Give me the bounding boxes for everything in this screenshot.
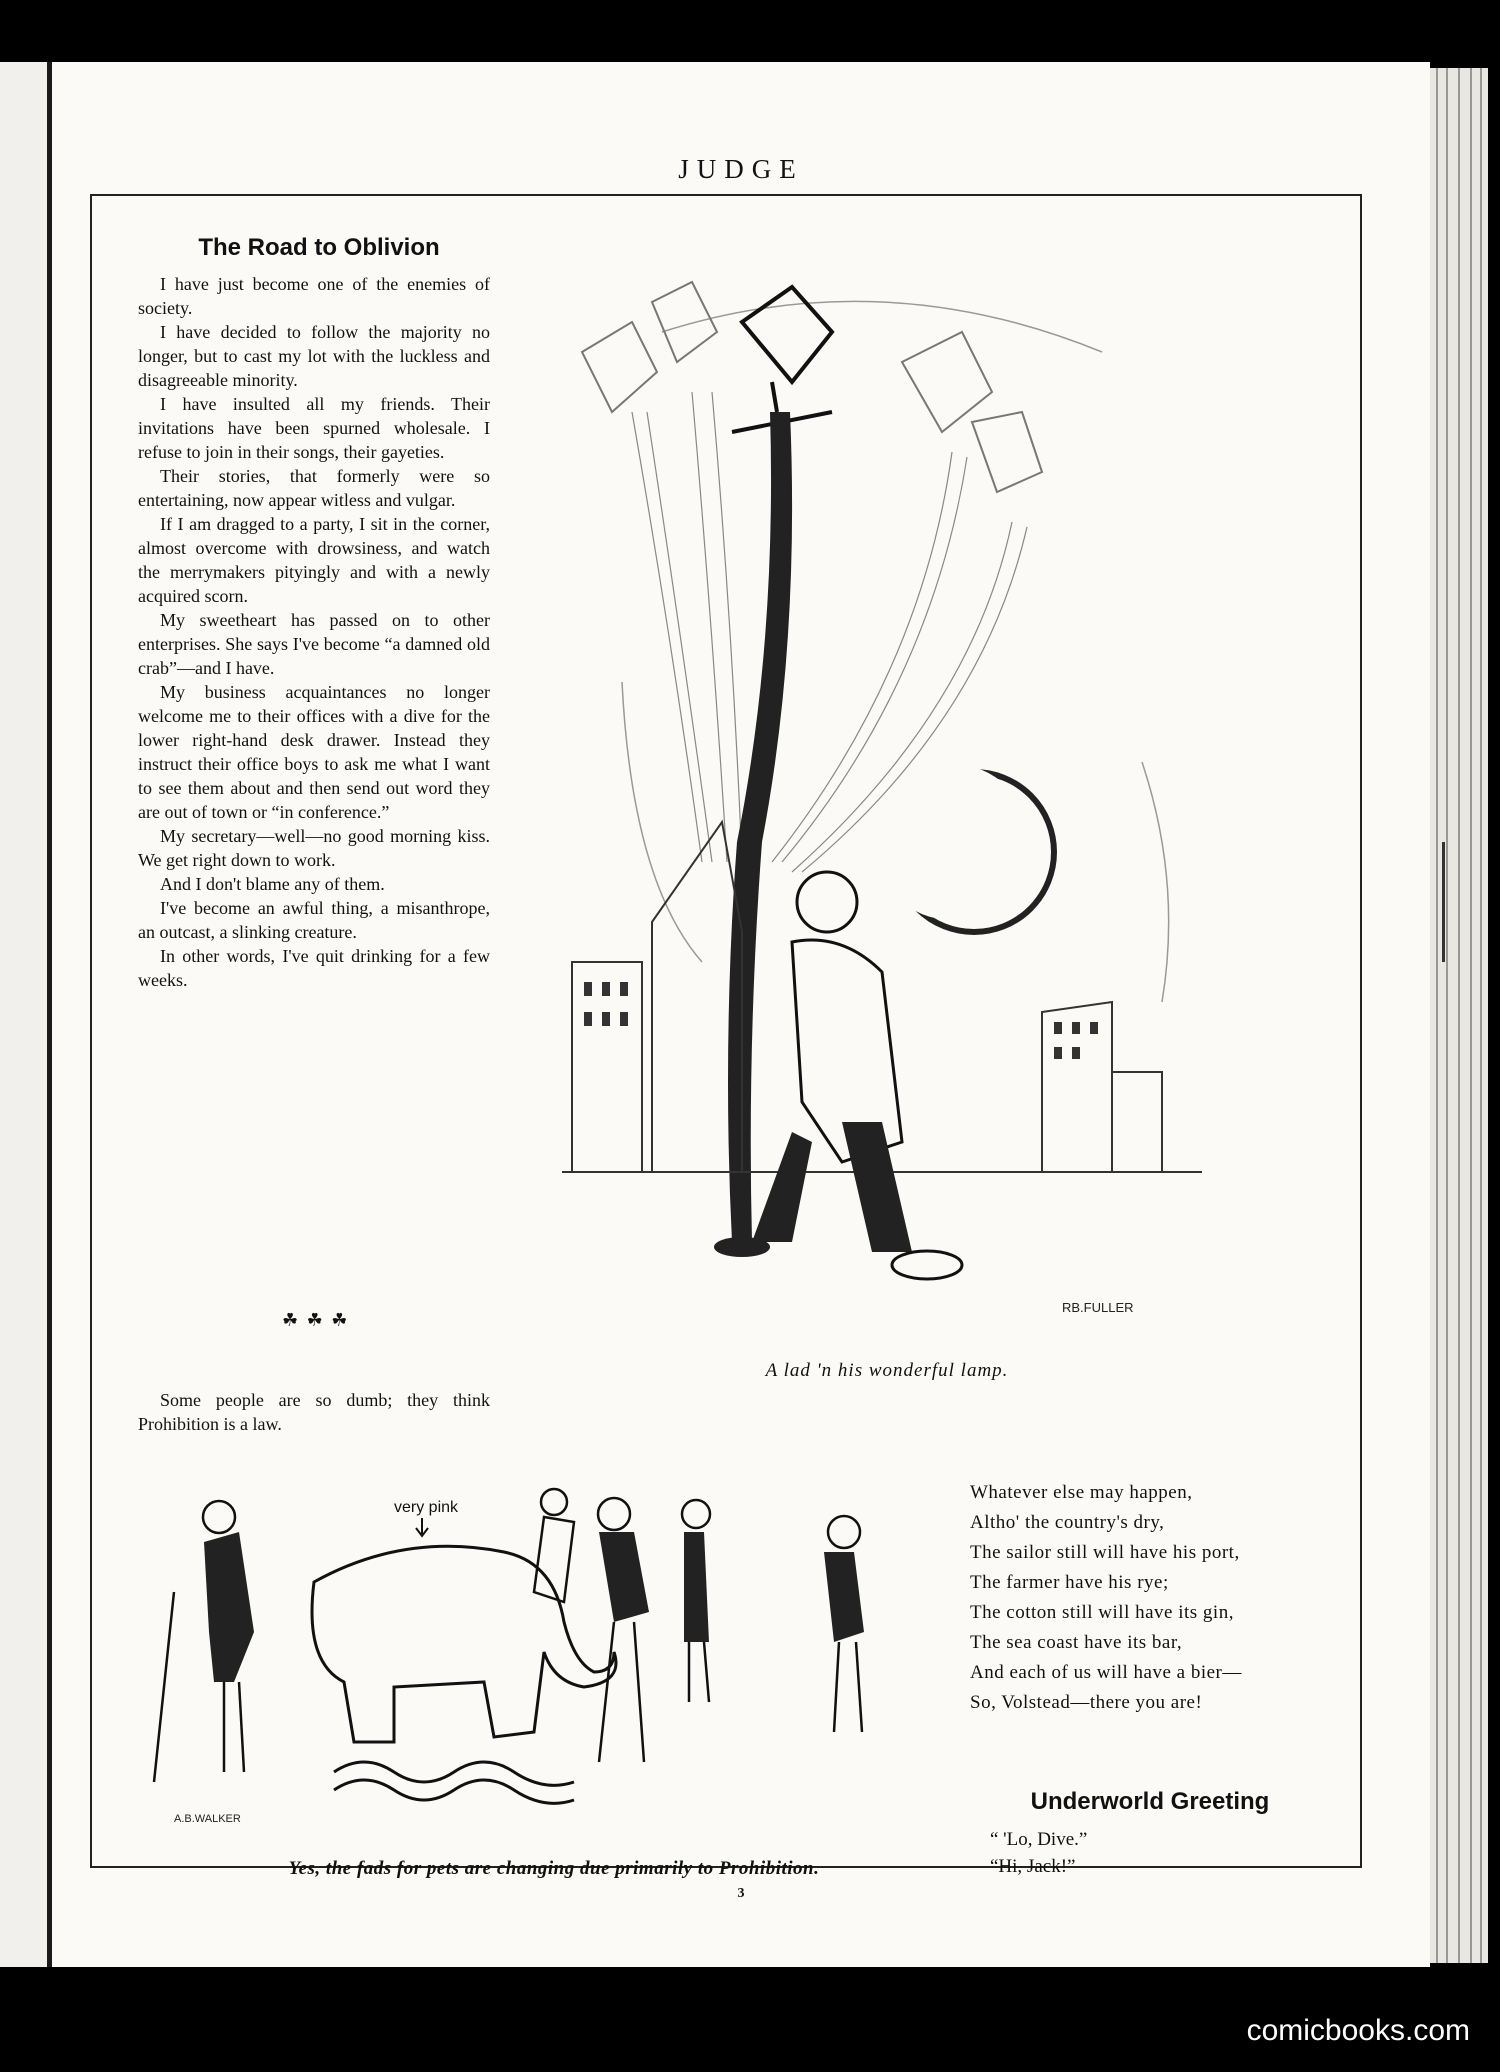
article-paragraph: In other words, I've quit drinking for a few weeks. [138, 946, 490, 990]
magazine-page [52, 62, 1430, 1967]
pets-cartoon-caption: Yes, the fads for pets are changing due primarily to Prohibition. [288, 1858, 820, 1879]
poem-line: Altho' the country's dry, [970, 1512, 1165, 1533]
left-page-edge [0, 62, 52, 1967]
poem-line: The sailor still will have his port, [970, 1542, 1240, 1563]
article-paragraph: Their stories, that formerly were so entertaining, now appear witless and vulgar. [138, 466, 490, 510]
greeting-line: “ 'Lo, Dive.” [990, 1829, 1088, 1850]
poem-line: The cotton still will have its gin, [970, 1602, 1234, 1623]
volstead-poem [970, 1478, 1330, 1718]
cartoon-signature: RB.FULLER [1062, 1300, 1134, 1315]
prohibition-joke: Some people are so dumb; they think Prohibition is a law. [138, 1390, 490, 1434]
lamp-cartoon-caption: A lad 'n his wonderful lamp. [765, 1360, 1009, 1381]
article-road-to-oblivion [138, 234, 490, 992]
poem-line: The sea coast have its bar, [970, 1632, 1183, 1653]
article-paragraph: I have decided to follow the majority no longer, but to cast my lot with the luckless and disagreeable minority. [138, 322, 490, 390]
site-watermark: comicbooks.com [1246, 2014, 1470, 2047]
article-paragraph: My secretary—well—no good morning kiss. We get right down to work. [138, 826, 490, 870]
article-paragraph: I've become an awful thing, a misanthrope, an outcast, a slinking creature. [138, 898, 490, 942]
page-stack-edges [1430, 68, 1488, 1963]
page-number: 3 [737, 1886, 745, 1901]
article-paragraph: And I don't blame any of them. [160, 874, 385, 894]
greeting-title: Underworld Greeting [1030, 1788, 1270, 1815]
poem-line: The farmer have his rye; [970, 1572, 1169, 1593]
pets-cartoon [144, 1472, 964, 1842]
article-paragraph: I have insulted all my friends. Their invitations have been spurned wholesale. I refuse to join in their songs, their gayeties. [138, 394, 490, 462]
cartoon-signature: A.B.WALKER [174, 1813, 241, 1825]
section-ornament: ☘ ☘ ☘ [282, 1310, 350, 1330]
magazine-title: JUDGE [678, 154, 804, 184]
article-title: The Road to Oblivion [198, 234, 440, 261]
lamp-post-cartoon [542, 242, 1232, 1322]
underworld-greeting [970, 1788, 1330, 1880]
poem-line: So, Volstead—there you are! [970, 1692, 1203, 1713]
article-paragraph: I have just become one of the enemies of society. [138, 274, 490, 318]
article-paragraph: My business acquaintances no longer welcome me to their offices with a dive for the lower right-hand desk drawer. Instead they instruct their office boys to ask me what I want to see them about and then send out word they are out of town or “in conference.” [138, 682, 490, 822]
edge-mark [1442, 842, 1445, 962]
poem-line: And each of us will have a bier— [970, 1662, 1242, 1683]
pink-label: very pink [394, 1499, 459, 1516]
article-paragraph: My sweetheart has passed on to other enterprises. She says I've become “a damned old crab”—and I have. [138, 610, 490, 678]
poem-line: Whatever else may happen, [970, 1482, 1193, 1503]
article-paragraph: If I am dragged to a party, I sit in the corner, almost overcome with drowsiness, and watch the merrymakers pityingly and with a newly acquired scorn. [138, 514, 490, 606]
greeting-line: “Hi, Jack!” [990, 1856, 1076, 1877]
